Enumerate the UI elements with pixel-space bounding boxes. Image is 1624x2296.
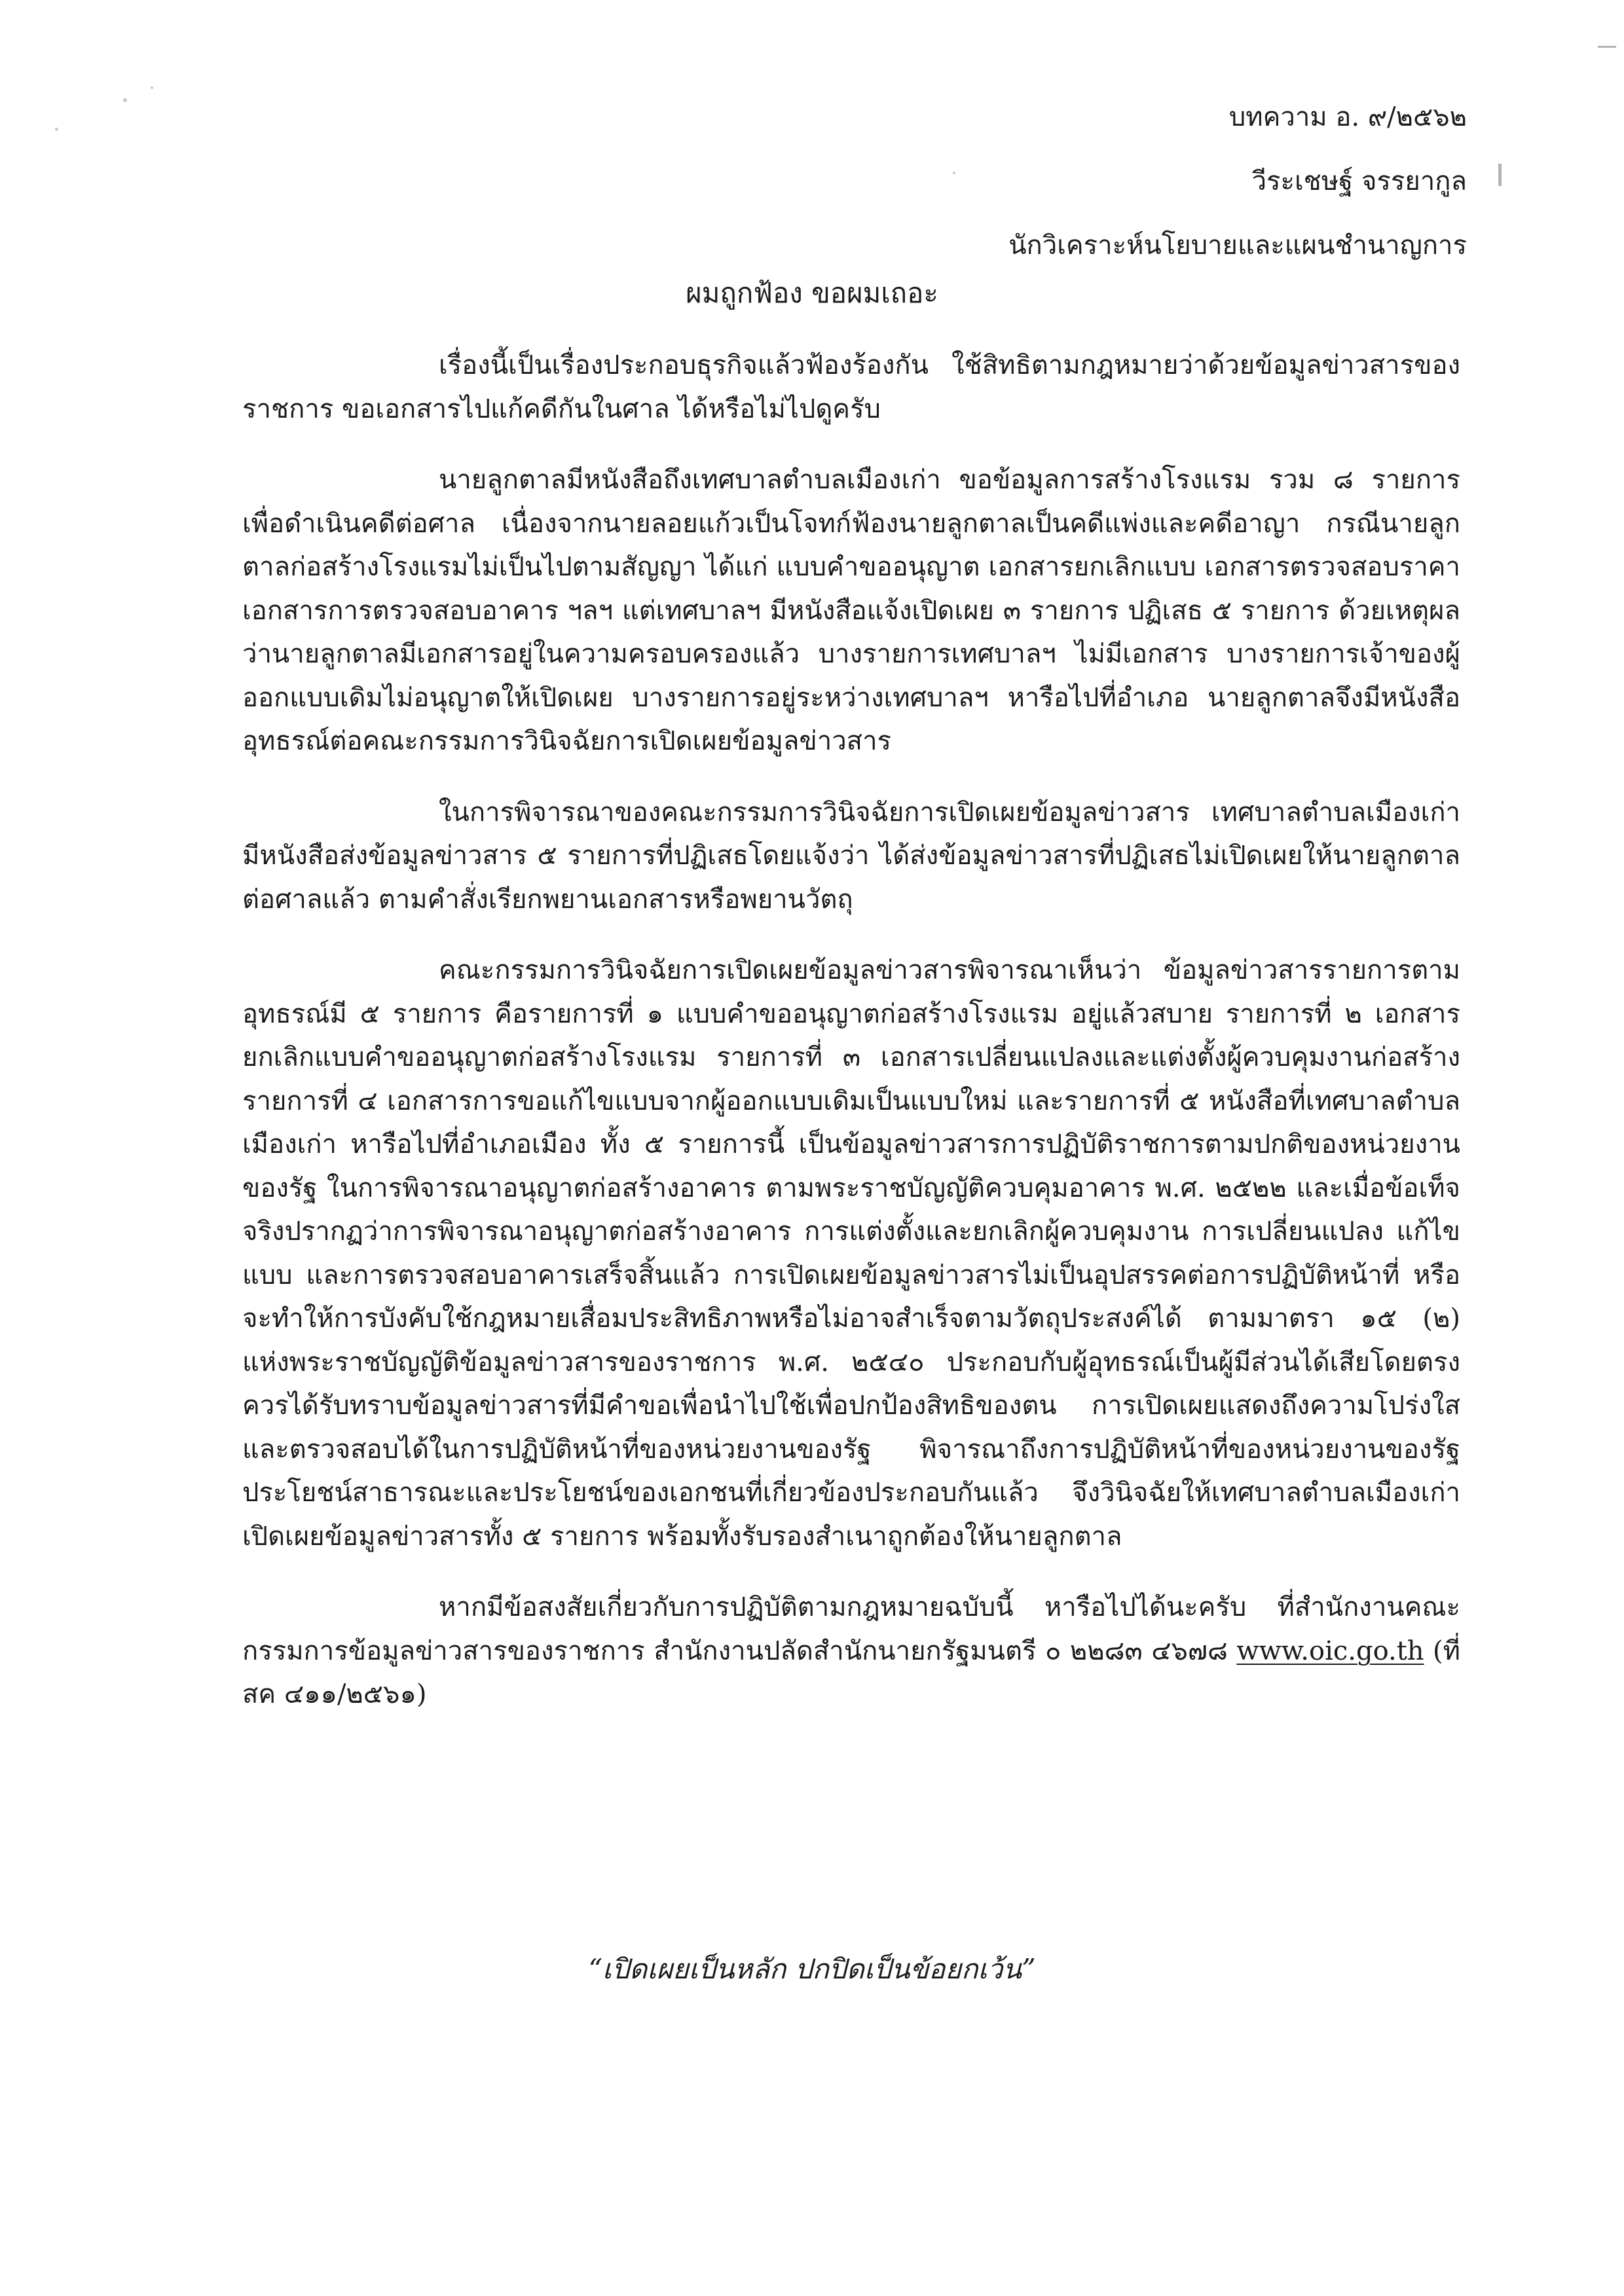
- paragraph-contact: [242, 1586, 1460, 1717]
- scan-speck: [55, 128, 58, 131]
- reference-number: (ที่ สค ๔๑๑/๒๕๖๑): [242, 1635, 1460, 1709]
- paragraph-intro: เรื่องนี้เป็นเรื่องประกอบธุรกิจแล้วฟ้องร้องกัน ใช้สิทธิตามกฎหมายว่าด้วยข้อมูลข่าวสารของราชการ ขอเอกสารไปแก้คดีกันในศาล ได้หรือไม่ไปดูครับ: [242, 350, 1460, 424]
- scan-speck: [151, 86, 153, 89]
- scan-speck: [953, 172, 955, 174]
- scan-edge-mark: [1498, 164, 1502, 186]
- scan-speck: [123, 98, 127, 102]
- slogan: “เปิดเผยเป็นหลัก ปกปิดเป็นข้อยกเว้น”: [588, 1953, 1036, 1985]
- contact-text: หากมีข้อสงสัยเกี่ยวกับการปฏิบัติตามกฎหมายฉบับนี้ หารือไปได้นะครับ ที่สำนักงานคณะกรรมการข้อมูลข่าวสารของราชการ สำนักงานปลัดสำนักนายกรัฐมนตรี ๐ ๒๒๘๓ ๔๖๗๘: [242, 1592, 1460, 1666]
- document-title: ผมถูกฟ้อง ขอผมเถอะ: [686, 277, 938, 309]
- document-body: [242, 344, 1460, 1717]
- author-position: นักวิเคราะห์นโยบายและแผนชำนาญการ: [1008, 230, 1467, 261]
- paragraph-decision: คณะกรรมการวินิจฉัยการเปิดเผยข้อมูลข่าวสารพิจารณาเห็นว่า ข้อมูลข่าวสารรายการตามอุทธรณ์มี ๕ รายการ คือรายการที่ ๑ แบบคำขออนุญาตก่อสร้างโรงแรม อยู่แล้วสบาย รายการที่ ๒ เอกสารยกเลิกแบบคำขออนุญาตก่อสร้างโรงแรม รายการที่ ๓ เอกสารเปลี่ยนแปลงและแต่งตั้งผู้ควบคุมงานก่อสร้าง รายการที่ ๔ เอกสารการขอแก้ไขแบบจากผู้ออกแบบเดิมเป็นแบบใหม่ และรายการที่ ๕ หนังสือที่เทศบาลตำบลเมืองเก่า หารือไปที่อำเภอเมือง ทั้ง ๕ รายการนี้ เป็นข้อมูลข่าวสารการปฏิบัติราชการตามปกติของหน่วยงานของรัฐ ในการพิจารณาอนุญาตก่อสร้างอาคาร ตามพระราชบัญญัติควบคุมอาคาร พ.ศ. ๒๕๒๒ และเมื่อข้อเท็จจริงปรากฏว่าการพิจารณาอนุญาตก่อสร้างอาคาร การแต่งตั้งและยกเลิกผู้ควบคุมงาน การเปลี่ยนแปลง แก้ไขแบบ และการตรวจสอบอาคารเสร็จสิ้นแล้ว การเปิดเผยข้อมูลข่าวสารไม่เป็นอุปสรรคต่อการปฏิบัติหน้าที่ หรือจะทำให้การบังคับใช้กฎหมายเสื่อมประสิทธิภาพหรือไม่อาจสำเร็จตามวัตถุประสงค์ได้ ตามมาตรา ๑๕ (๒) แห่งพระราชบัญญัติข้อมูลข่าวสารของราชการ พ.ศ. ๒๕๔๐ ประกอบกับผู้อุทธรณ์เป็นผู้มีส่วนได้เสียโดยตรงควรได้รับทราบข้อมูลข่าวสารที่มีคำขอเพื่อนำไปใช้เพื่อปกป้องสิทธิของตน การเปิดเผยแสดงถึงความโปร่งใสและตรวจสอบได้ในการปฏิบัติหน้าที่ของหน่วยงานของรัฐ พิจารณาถึงการปฏิบัติหน้าที่ของหน่วยงานของรัฐ ประโยชน์สาธารณะและประโยชน์ของเอกชนที่เกี่ยวข้องประกอบกันแล้ว จึงวินิจฉัยให้เทศบาลตำบลเมืองเก่า เปิดเผยข้อมูลข่าวสารทั้ง ๕ รายการ พร้อมทั้งรับรองสำเนาถูกต้องให้นายลูกตาล: [242, 955, 1460, 1552]
- header-block: [1008, 85, 1467, 278]
- scan-edge-mark: [1598, 46, 1616, 48]
- paragraph-hearing: ในการพิจารณาของคณะกรรมการวินิจฉัยการเปิดเผยข้อมูลข่าวสาร เทศบาลตำบลเมืองเก่ามีหนังสือส่งข้อมูลข่าวสาร ๕ รายการที่ปฏิเสธโดยแจ้งว่า ได้ส่งข้อมูลข่าวสารที่ปฏิเสธไม่เปิดเผยให้นายลูกตาลต่อศาลแล้ว ตามคำสั่งเรียกพยานเอกสารหรือพยานวัตถุ: [242, 797, 1460, 915]
- website-link[interactable]: www.oic.go.th: [1236, 1635, 1424, 1666]
- article-number: บทความ อ. ๙/๒๕๖๒: [1228, 102, 1467, 132]
- paragraph-facts: นายลูกตาลมีหนังสือถึงเทศบาลตำบลเมืองเก่า ขอข้อมูลการสร้างโรงแรม รวม ๘ รายการ เพื่อดำเนินคดีต่อศาล เนื่องจากนายลอยแก้วเป็นโจทก์ฟ้องนายลูกตาลเป็นคดีแพ่งและคดีอาญา กรณีนายลูกตาลก่อสร้างโรงแรมไม่เป็นไปตามสัญญา ได้แก่ แบบคำขออนุญาต เอกสารยกเลิกแบบ เอกสารตรวจสอบราคา เอกสารการตรวจสอบอาคาร ฯลฯ แต่เทศบาลฯ มีหนังสือแจ้งเปิดเผย ๓ รายการ ปฏิเสธ ๕ รายการ ด้วยเหตุผลว่านายลูกตาลมีเอกสารอยู่ในความครอบครองแล้ว บางรายการเทศบาลฯ ไม่มีเอกสาร บางรายการเจ้าของผู้ออกแบบเดิมไม่อนุญาตให้เปิดเผย บางรายการอยู่ระหว่างเทศบาลฯ หารือไปที่อำเภอ นายลูกตาลจึงมีหนังสืออุทธรณ์ต่อคณะกรรมการวินิจฉัยการเปิดเผยข้อมูลข่าวสาร: [242, 465, 1460, 756]
- author-name: วีระเชษฐ์ จรรยากูล: [1251, 166, 1467, 196]
